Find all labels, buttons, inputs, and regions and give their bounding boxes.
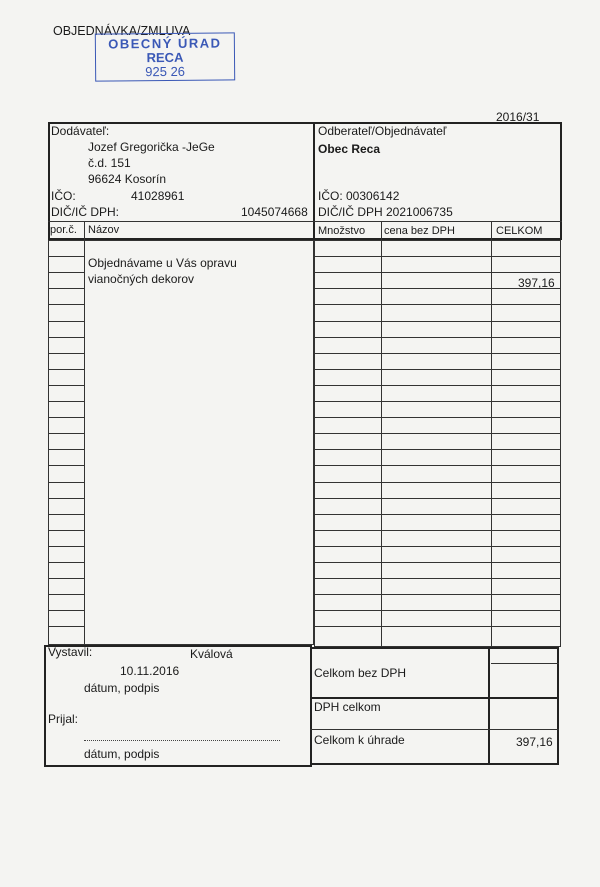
- por-row-line: [48, 562, 84, 563]
- celkom-bez-dph-label: Celkom bez DPH: [314, 666, 407, 680]
- customer-dic: DIČ/IČ DPH 2021006735: [318, 205, 453, 219]
- por-row-line: [48, 337, 84, 338]
- item-row-line: [314, 530, 561, 531]
- supplier-ico-label: IČO:: [51, 189, 76, 203]
- item-text-line-2: vianočných dekorov: [88, 272, 195, 286]
- item-row-line: [314, 401, 561, 402]
- col-nazov: Názov: [88, 224, 120, 236]
- item-row-line: [314, 417, 561, 418]
- item-row-line: [314, 337, 561, 338]
- por-row-line: [48, 482, 84, 483]
- item-total: 397,16: [518, 276, 555, 290]
- mnozstvo-divider: [381, 221, 382, 647]
- por-row-line: [48, 272, 84, 273]
- signature-line: [84, 740, 280, 741]
- por-row-line: [48, 465, 84, 466]
- por-row-line: [48, 578, 84, 579]
- col-celkom: CELKOM: [496, 225, 543, 237]
- celkom-k-uhrade-value: 397,16: [516, 735, 553, 749]
- items-table-left: [48, 240, 314, 645]
- por-row-line: [48, 514, 84, 515]
- por-divider: [84, 221, 85, 645]
- item-row-line: [314, 610, 561, 611]
- item-row-line: [314, 578, 561, 579]
- stamp-line-3: 925 26: [145, 63, 186, 80]
- por-row-line: [48, 288, 84, 289]
- por-row-line: [48, 417, 84, 418]
- item-row-line: [314, 369, 561, 370]
- datum-podpis-2: dátum, podpis: [84, 747, 160, 761]
- celkom-k-uhrade-label: Celkom k úhrade: [314, 733, 405, 747]
- customer-ico: IČO: 00306142: [318, 189, 400, 203]
- item-text-line-1: Objednávame u Vás opravu: [88, 256, 237, 270]
- cena-divider: [491, 221, 492, 647]
- por-row-line: [48, 594, 84, 595]
- item-row-line: [314, 465, 561, 466]
- item-row-line: [314, 449, 561, 450]
- supplier-dic-label: DIČ/IČ DPH:: [51, 205, 120, 219]
- item-row-line: [314, 433, 561, 434]
- por-row-line: [48, 530, 84, 531]
- por-row-line: [48, 304, 84, 305]
- item-row-line: [314, 594, 561, 595]
- por-row-line: [48, 610, 84, 611]
- customer-name: Obec Reca: [318, 142, 381, 156]
- por-row-line: [48, 449, 84, 450]
- col-cena: cena bez DPH: [384, 225, 455, 237]
- item-row-line: [314, 353, 561, 354]
- official-stamp: [95, 32, 235, 81]
- vystavil-name: Kválová: [190, 647, 233, 661]
- prijal-label: Prijal:: [48, 712, 79, 726]
- supplier-name: Jozef Gregorička -JeGe: [88, 140, 215, 154]
- totals-line-b: [310, 697, 559, 699]
- order-number: 2016/31: [496, 110, 540, 124]
- parties-divider: [313, 122, 315, 240]
- header-row-top: [48, 221, 562, 222]
- item-row-line: [314, 514, 561, 515]
- customer-heading: Odberateľ/Objednávateľ: [318, 124, 447, 138]
- por-row-line: [48, 433, 84, 434]
- supplier-dic: 1045074668: [241, 205, 308, 219]
- col-mnozstvo: Množstvo: [318, 225, 366, 237]
- item-row-line: [314, 546, 561, 547]
- item-row-line: [314, 385, 561, 386]
- item-row-line: [314, 562, 561, 563]
- supplier-street: č.d. 151: [88, 156, 131, 170]
- item-row-line: [314, 626, 561, 627]
- stamp-line-2: RECA: [146, 49, 184, 66]
- vystavil-label: Vystavil:: [48, 645, 93, 659]
- issue-date: 10.11.2016: [120, 664, 180, 678]
- item-row-line: [314, 482, 561, 483]
- stamp-line-1: OBECNÝ ÚRAD: [108, 35, 222, 52]
- por-row-line: [48, 256, 84, 257]
- supplier-ico: 41028961: [131, 189, 185, 203]
- totals-line-a: [491, 663, 559, 664]
- datum-podpis-1: dátum, podpis: [84, 681, 160, 695]
- totals-line-c: [310, 729, 559, 730]
- por-row-line: [48, 626, 84, 627]
- items-table-right: [314, 240, 561, 647]
- document-title: OBJEDNÁVKA/ZMLUVA: [53, 24, 191, 38]
- por-row-line: [48, 369, 84, 370]
- por-row-line: [48, 353, 84, 354]
- supplier-city: 96624 Kosorín: [88, 172, 167, 186]
- item-row-line: [314, 498, 561, 499]
- por-row-line: [48, 321, 84, 322]
- totals-divider: [488, 647, 490, 765]
- por-row-line: [48, 498, 84, 499]
- por-row-line: [48, 385, 84, 386]
- supplier-heading: Dodávateľ:: [51, 124, 110, 138]
- item-row-line: [314, 304, 561, 305]
- dph-celkom-label: DPH celkom: [314, 700, 381, 714]
- item-row-line: [314, 272, 561, 273]
- item-row-line: [314, 321, 561, 322]
- col-por: por.č.: [50, 224, 77, 236]
- por-row-line: [48, 546, 84, 547]
- item-row-line: [314, 256, 561, 257]
- por-row-line: [48, 401, 84, 402]
